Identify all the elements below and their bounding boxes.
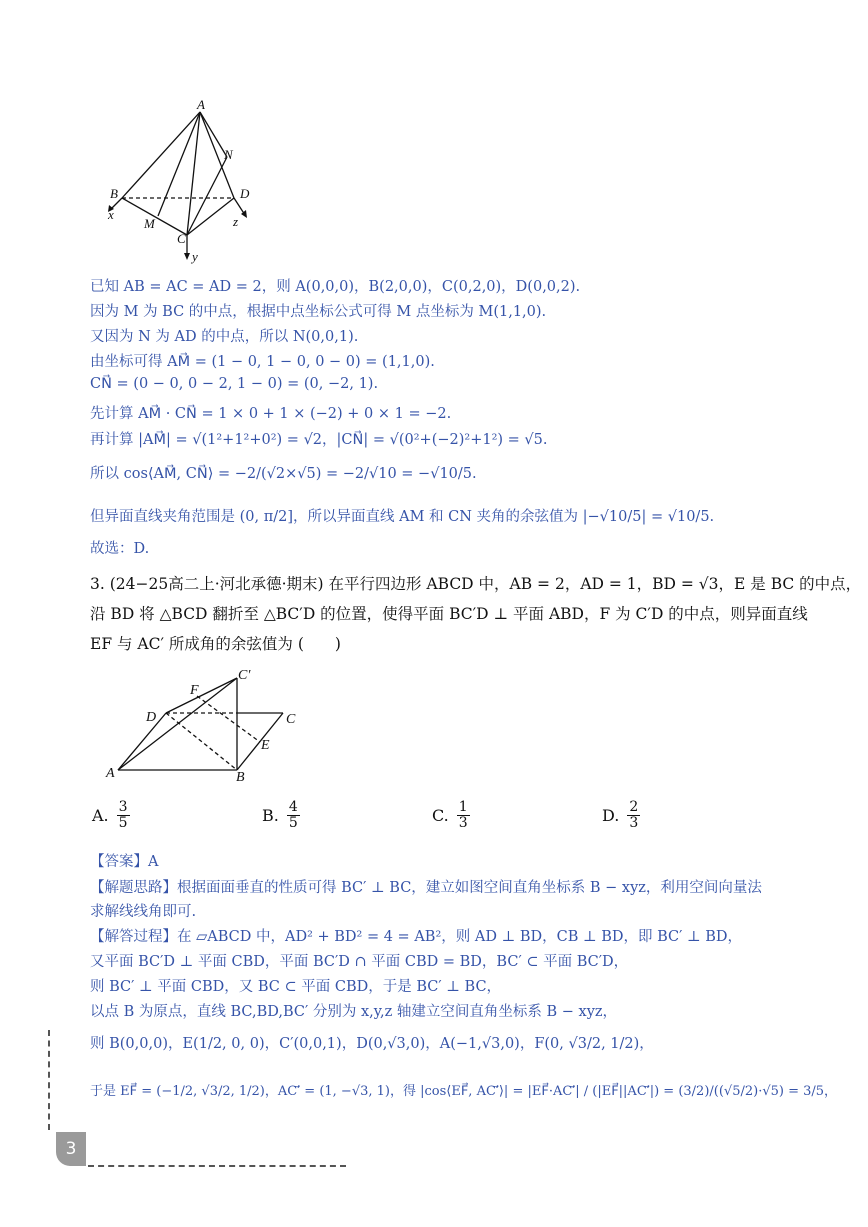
solution1-line-1: 已知 AB = AC = AD = 2，则 A(0,0,0)，B(2,0,0)，C(0,2,0)，D(0,0,2). bbox=[90, 279, 581, 295]
tetrahedron-figure bbox=[100, 95, 270, 265]
solution3-line-8: 则 B(0,0,0)，E(1/2, 0, 0)，C′(0,0,1)，D(0,√3,0)，A(−1,√3,0)，F(0, √3/2, 1/2)， bbox=[90, 1036, 654, 1052]
option-a-num: 3 bbox=[118, 799, 128, 815]
question3-line-2: 沿 BD 将 △BCD 翻折至 △BC′D 的位置，使得平面 BC′D ⊥ 平面 ABD，F 为 C′D 的中点，则异面直线 bbox=[90, 605, 808, 623]
solution3-line-6: 则 BC′ ⊥ 平面 CBD，又 BC ⊂ 平面 CBD，于是 BC′ ⊥ BC， bbox=[90, 979, 502, 995]
label-B2: B bbox=[236, 770, 245, 785]
page-number: 3 bbox=[56, 1132, 86, 1166]
solution1-line-5: CN⃗ = (0 − 0, 0 − 2, 1 − 0) = (0, −2, 1). bbox=[90, 376, 379, 392]
option-c[interactable] bbox=[432, 800, 470, 831]
axis-y: y bbox=[192, 249, 198, 264]
solution1-line-4: 由坐标可得 AM⃗ = (1 − 0, 1 − 0, 0 − 0) = (1,1,0). bbox=[90, 354, 435, 370]
option-d-den: 3 bbox=[629, 815, 639, 831]
option-b[interactable] bbox=[262, 800, 300, 831]
option-a-den: 5 bbox=[118, 815, 128, 831]
option-c-num: 1 bbox=[458, 799, 468, 815]
option-a-label: A. bbox=[92, 806, 109, 825]
label-A2: A bbox=[106, 766, 115, 781]
solution3-line-4: 【解答过程】在 ▱ABCD 中，AD² + BD² = 4 = AB²，则 AD ⊥ BD，CB ⊥ BD，即 BC′ ⊥ BD， bbox=[90, 929, 743, 945]
solution3-line-7: 以点 B 为原点，直线 BC,BD,BC′ 分别为 x,y,z 轴建立空间直角坐标系 B − xyz， bbox=[90, 1004, 618, 1020]
solution3-line-3: 求解线线角即可. bbox=[90, 904, 197, 920]
label-C2: C bbox=[286, 712, 296, 727]
label-B: B bbox=[110, 186, 118, 201]
label-M: M bbox=[144, 216, 155, 231]
label-E: E bbox=[261, 738, 270, 753]
solution3-line-1: 【答案】A bbox=[90, 854, 159, 870]
solution3-line-5: 又平面 BC′D ⊥ 平面 CBD，平面 BC′D ∩ 平面 CBD = BD，BC′ ⊂ 平面 BC′D， bbox=[90, 954, 629, 970]
question3-line-1: 3. (24−25高二上·河北承德·期末) 在平行四边形 ABCD 中，AB = 2，AD = 1，BD = √3，E 是 BC 的中点， bbox=[90, 575, 862, 593]
solution1-line-10: 故选：D. bbox=[90, 541, 150, 557]
solution1-line-2: 因为 M 为 BC 的中点，根据中点坐标公式可得 M 点坐标为 M(1,1,0). bbox=[90, 304, 547, 320]
label-C: C bbox=[177, 231, 186, 246]
option-d-label: D. bbox=[602, 806, 620, 825]
solution1-line-7: 再计算 |AM⃗| = √(1²+1²+0²) = √2，|CN⃗| = √(0²+(−2)²+1²) = √5. bbox=[90, 432, 548, 448]
axis-x: x bbox=[108, 207, 114, 222]
page-border-dashed-left bbox=[48, 1030, 50, 1130]
option-d[interactable] bbox=[602, 800, 640, 831]
solution1-line-3: 又因为 N 为 AD 的中点，所以 N(0,0,1). bbox=[90, 329, 359, 345]
label-A: A bbox=[197, 97, 205, 112]
solution1-line-6: 先计算 AM⃗ · CN⃗ = 1 × 0 + 1 × (−2) + 0 × 1 = −2. bbox=[90, 406, 452, 422]
solution1-line-8: 所以 cos⟨AM⃗, CN⃗⟩ = −2/(√2×√5) = −2/√10 = −√10/5. bbox=[90, 466, 477, 482]
option-d-num: 2 bbox=[629, 799, 639, 815]
question3-line-3: EF 与 AC′ 所成角的余弦值为 ( ) bbox=[90, 635, 341, 653]
label-D2: D bbox=[146, 710, 157, 725]
option-b-num: 4 bbox=[288, 799, 298, 815]
page-border-dashed-bottom bbox=[88, 1165, 346, 1167]
solution1-line-9: 但异面直线夹角范围是 (0, π/2]，所以异面直线 AM 和 CN 夹角的余弦值为 |−√10/5| = √10/5. bbox=[90, 509, 715, 525]
option-a[interactable] bbox=[92, 800, 130, 831]
parallelogram-figure bbox=[100, 665, 310, 785]
label-D: D bbox=[240, 186, 250, 201]
label-N: N bbox=[224, 147, 233, 162]
option-c-label: C. bbox=[432, 806, 449, 825]
option-b-label: B. bbox=[262, 806, 279, 825]
label-C-prime: C′ bbox=[238, 668, 251, 683]
solution3-line-9: 于是 EF⃗ = (−1/2, √3/2, 1/2)，AC′⃗ = (1, −√3, 1)，得 |cos⟨EF⃗, AC′⃗⟩| = |EF⃗·AC′⃗| / (|EF⃗||AC′⃗|) = (3/2)/((√5/2)·√5) = 3/5， bbox=[90, 1084, 838, 1099]
option-b-den: 5 bbox=[288, 815, 298, 831]
label-F: F bbox=[190, 683, 199, 698]
axis-z: z bbox=[233, 214, 239, 229]
solution3-line-2: 【解题思路】根据面面垂直的性质可得 BC′ ⊥ BC，建立如图空间直角坐标系 B − xyz，利用空间向量法 bbox=[90, 880, 762, 896]
option-c-den: 3 bbox=[458, 815, 468, 831]
